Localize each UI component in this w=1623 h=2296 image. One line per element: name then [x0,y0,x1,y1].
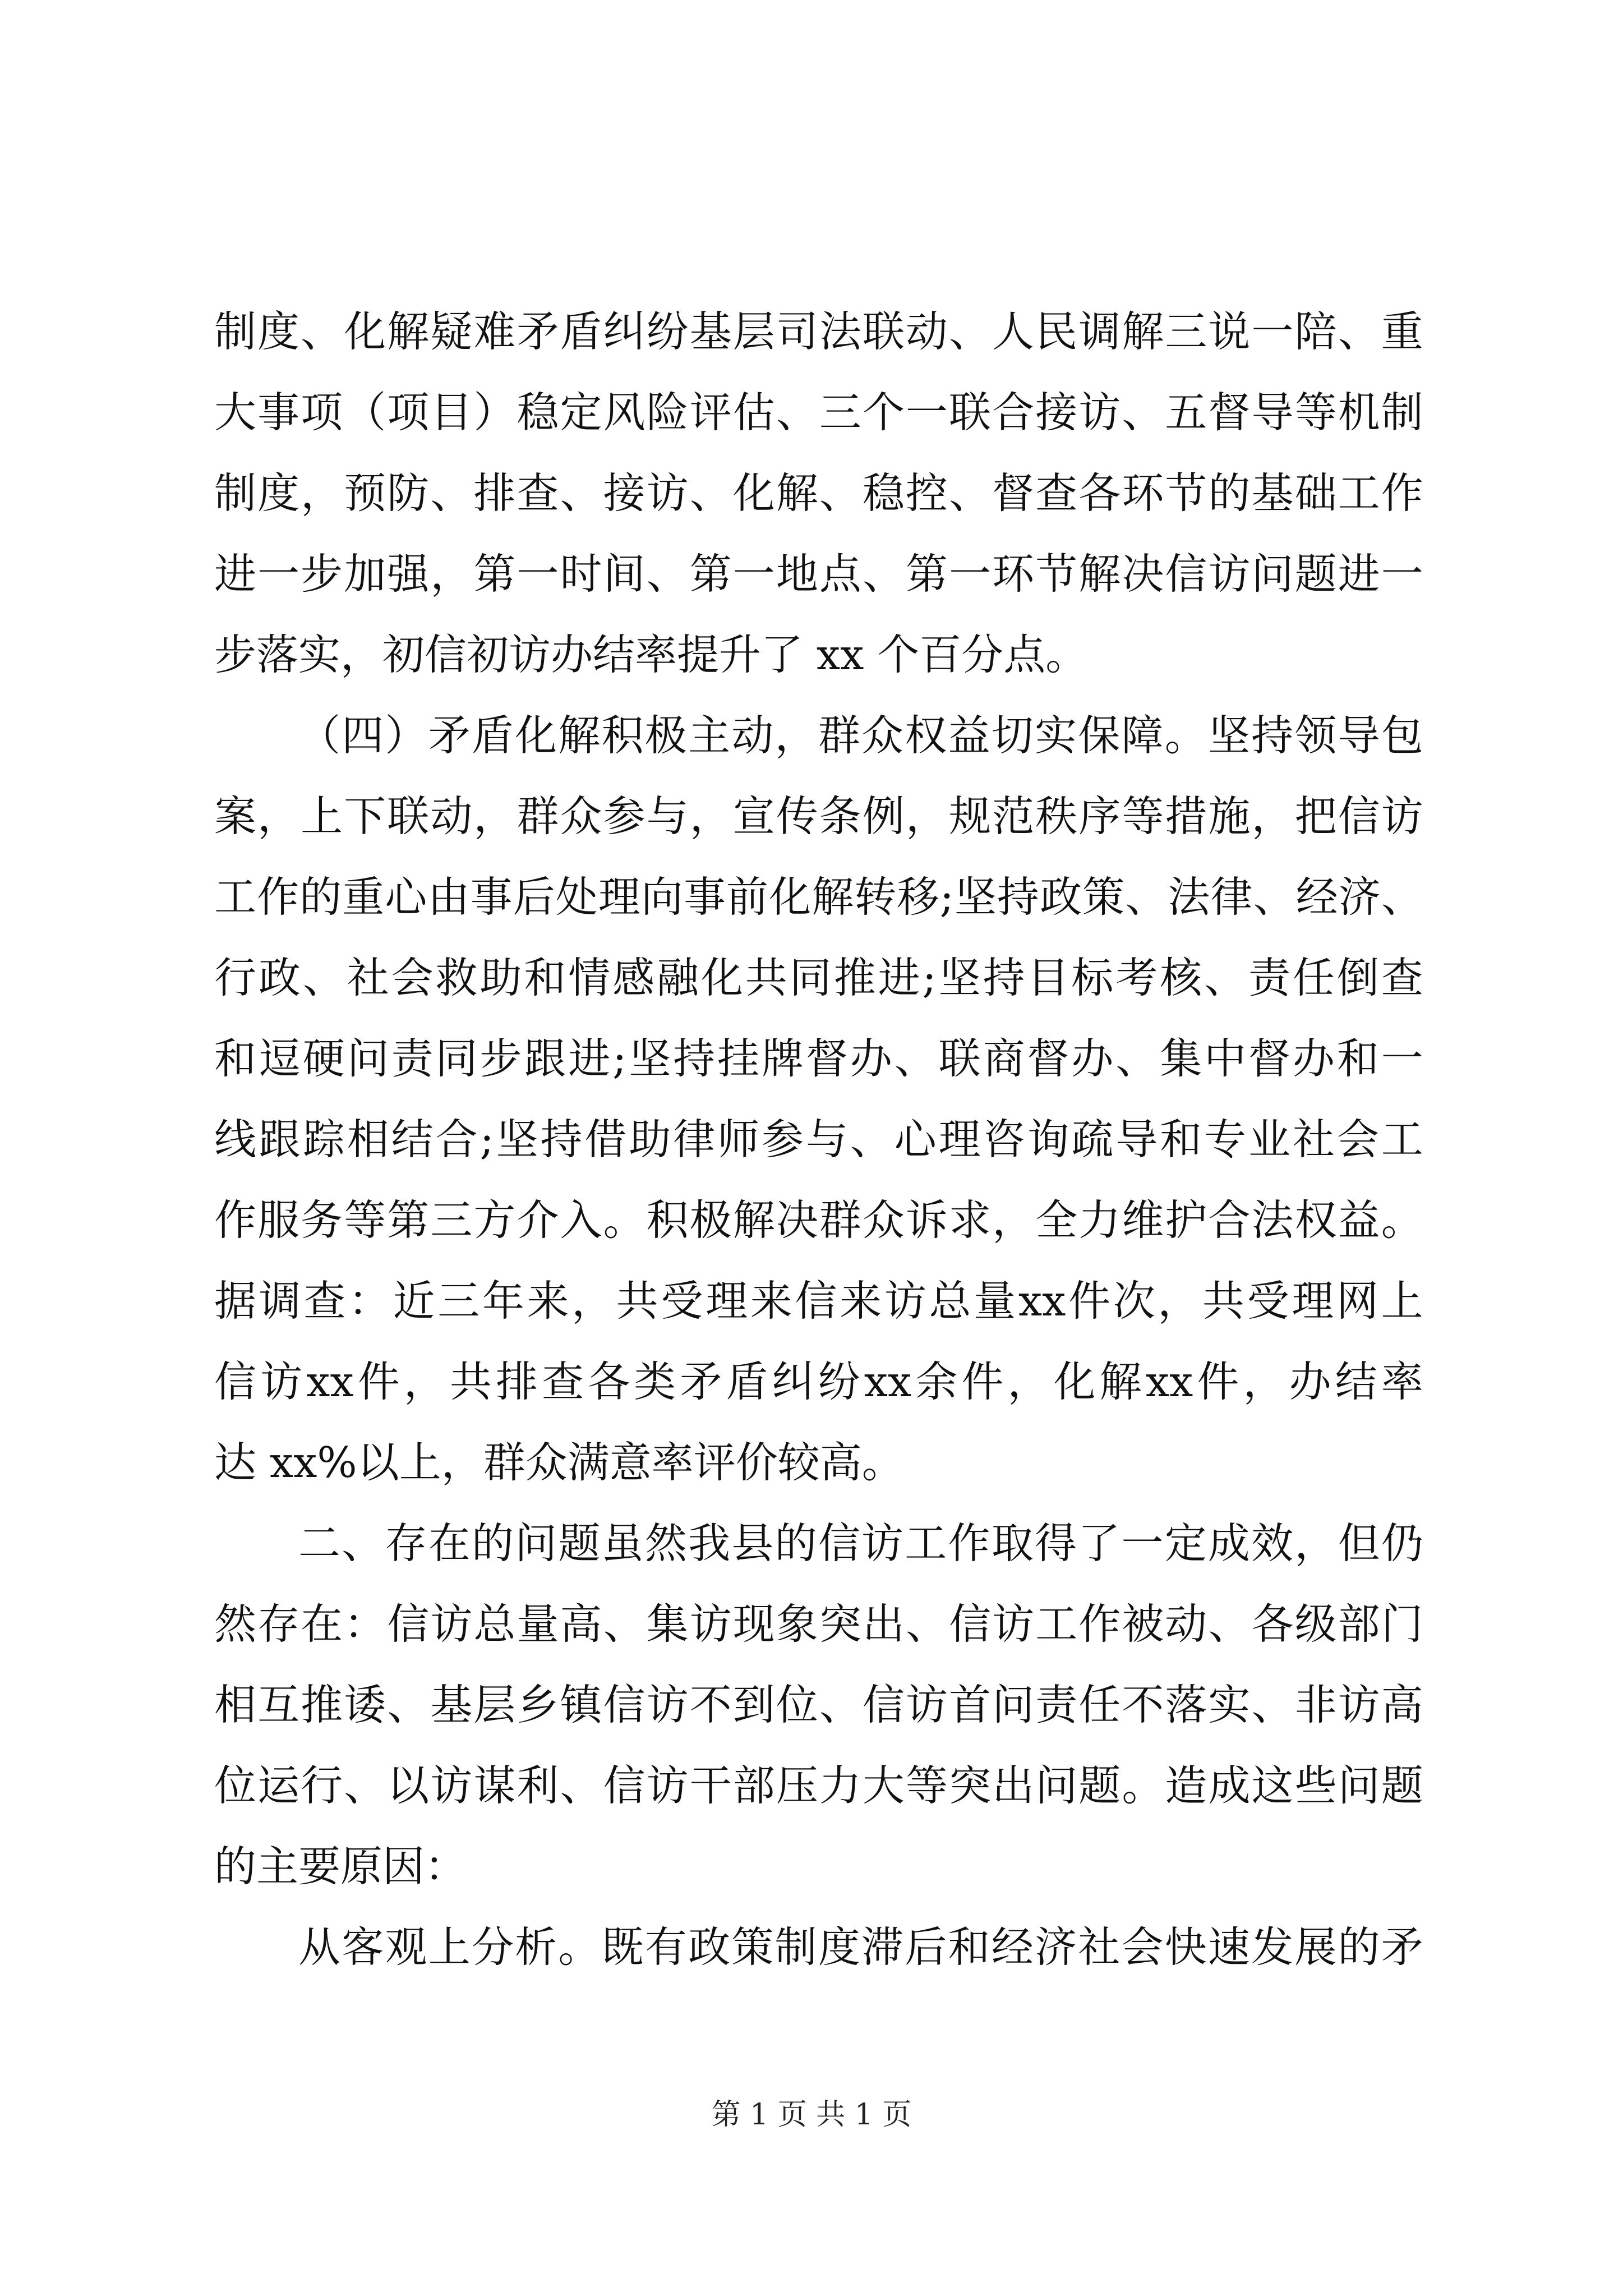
text-line: 作 服 务 等 第 三 方 介 入 。 积 极 解 决 群 众 诉 求 ， 全 力 维 护 合 法 权 益 。 [214,1195,1423,1245]
paragraph-first-line: （ 四 ） 矛 盾 化 解 积 极 主 动 ， 群 众 权 益 切 实 保 障 。 坚 持 领 导 包 [298,711,1423,760]
text-line: 的主要原因： [214,1842,467,1891]
text-line: 行 政 、 社 会 救 助 和 情 感 融 化 共 同 推 进 ; 坚 持 目 标 考 核 、 责 任 倒 查 [214,953,1423,1002]
text-line: 然 存 在 ： 信 访 总 量 高 、 集 访 现 象 突 出 、 信 访 工 作 被 动 、 各 级 部 门 [214,1599,1423,1649]
text-line: 案 ， 上 下 联 动 ， 群 众 参 与 ， 宣 传 条 例 ， 规 范 秩 序 等 措 施 ， 把 信 访 [214,792,1423,841]
text-line: 相 互 推 诿 、 基 层 乡 镇 信 访 不 到 位 、 信 访 首 问 责 任 不 落 实 、 非 访 高 [214,1680,1423,1729]
text-line: 位 运 行 、 以 访 谋 利 、 信 访 干 部 压 力 大 等 突 出 问 题 。 造 成 这 些 问 题 [214,1761,1423,1810]
text-line: 步落实，初信初访办结率提升了 xx 个百分点。 [214,630,1088,679]
paragraph-first-line: 从 客 观 上 分 析 。 既 有 政 策 制 度 滞 后 和 经 济 社 会 快 速 发 展 的 矛 [298,1922,1423,1972]
text-line: 工 作 的 重 心 由 事 后 处 理 向 事 前 化 解 转 移 ; 坚 持 政 策 、 法 律 、 经 济 、 [214,872,1423,922]
text-line: 线 跟 踪 相 结 合 ; 坚 持 借 助 律 师 参 与 、 心 理 咨 询 疏 导 和 专 业 社 会 工 [214,1115,1423,1164]
text-line: 信 访 xx 件 ， 共 排 查 各 类 矛 盾 纠 纷 xx 余 件 ， 化 解 xx 件 ， 办 结 率 [214,1357,1423,1406]
text-line: 大 事 项 （ 项 目 ） 稳 定 风 险 评 估 、 三 个 一 联 合 接 访 、 五 督 导 等 机 制 [214,388,1423,437]
text-line: 制 度 、 化 解 疑 难 矛 盾 纠 纷 基 层 司 法 联 动 、 人 民 调 解 三 说 一 陪 、 重 [214,307,1423,356]
text-line: 制 度 ， 预 防 、 排 查 、 接 访 、 化 解 、 稳 控 、 督 查 各 环 节 的 基 础 工 作 [214,468,1423,518]
text-line: 据 调 查 ： 近 三 年 来 ， 共 受 理 来 信 来 访 总 量 xx 件 次 ， 共 受 理 网 上 [214,1276,1423,1326]
text-line: 和 逗 硬 问 责 同 步 跟 进 ; 坚 持 挂 牌 督 办 、 联 商 督 办 、 集 中 督 办 和 一 [214,1034,1423,1083]
text-line: 达 xx%以上，群众满意率评价较高。 [214,1438,904,1487]
text-line: 进 一 步 加 强 ， 第 一 时 间 、 第 一 地 点 、 第 一 环 节 解 决 信 访 问 题 进 一 [214,549,1423,599]
paragraph-first-line: 二 、 存 在 的 问 题 虽 然 我 县 的 信 访 工 作 取 得 了 一 定 成 效 ， 但 仍 [298,1519,1423,1568]
page-footer: 第 1 页 共 1 页 [711,2098,912,2132]
